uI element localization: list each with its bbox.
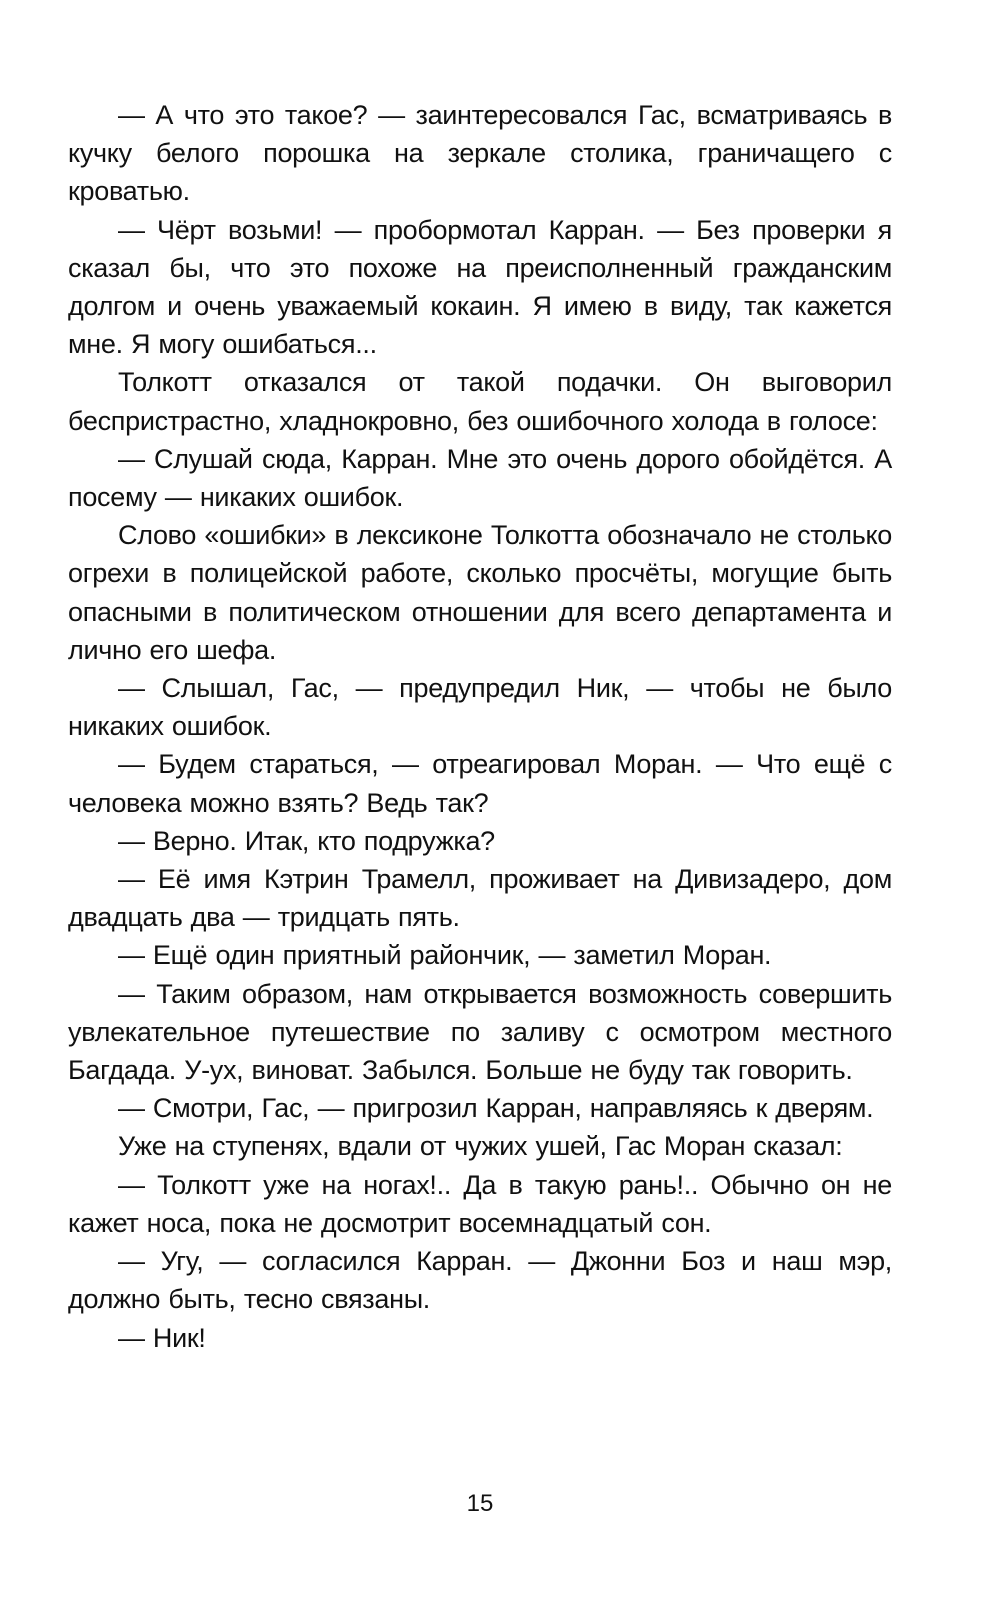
paragraph: — Её имя Кэтрин Трамелл, проживает на Дивизадеро, дом двадцать два — тридцать пять. <box>68 864 892 933</box>
paragraph: Слово «ошибки» в лексиконе Толкотта обозначало не столько огрехи в полицейской работе, сколько просчёты, могущие быть опасными в политическом отношении для всего департамента и лично его шефа. <box>68 520 892 665</box>
paragraph: — Ник! <box>118 1322 206 1353</box>
paragraph: — А что это такое? — заинтересовался Гас, всматриваясь в кучку белого порошка на зеркале столика, граничащего с кроватью. <box>68 100 892 207</box>
paragraph: — Верно. Итак, кто подружка? <box>118 825 495 856</box>
page-number: 15 <box>466 1490 494 1517</box>
paragraph: — Угу, — согласился Карран. — Джонни Боз и наш мэр, должно быть, тесно связаны. <box>68 1246 892 1315</box>
paragraph: — Толкотт уже на ногах!.. Да в такую рань!.. Обычно он не кажет носа, пока не досмотрит восемнадцатый сон. <box>68 1169 892 1238</box>
paragraph: — Чёрт возьми! — пробормотал Карран. — Без проверки я сказал бы, что это похоже на преисполненный гражданским долгом и очень уважаемый кокаин. Я имею в виду, так кажется мне. Я могу ошибаться... <box>68 214 892 360</box>
page-text <box>68 96 892 1357</box>
paragraph: Уже на ступенях, вдали от чужих ушей, Гас Моран сказал: <box>118 1131 843 1162</box>
paragraph: — Таким образом, нам открывается возможность совершить увлекательное путешествие по заливу с осмотром местного Багдада. У-ух, виноват. Забылся. Больше не буду так говорить. <box>68 978 892 1086</box>
paragraph: — Смотри, Гас, — пригрозил Карран, направляясь к дверям. <box>118 1093 874 1124</box>
paragraph: — Слушай сюда, Карран. Мне это очень дорого обойдётся. А посему — никаких ошибок. <box>68 443 892 513</box>
paragraph: — Слышал, Гас, — предупредил Ник, — чтобы не было никаких ошибок. <box>68 673 892 742</box>
paragraph: — Ещё один приятный райончик, — заметил Моран. <box>118 940 772 971</box>
paragraph: Толкотт отказался от такой подачки. Он выговорил беспристрастно, хладнокровно, без ошибочного холода в голосе: <box>68 367 892 436</box>
paragraph: — Будем стараться, — отреагировал Моран. — Что ещё с человека можно взять? Ведь так? <box>68 749 892 818</box>
